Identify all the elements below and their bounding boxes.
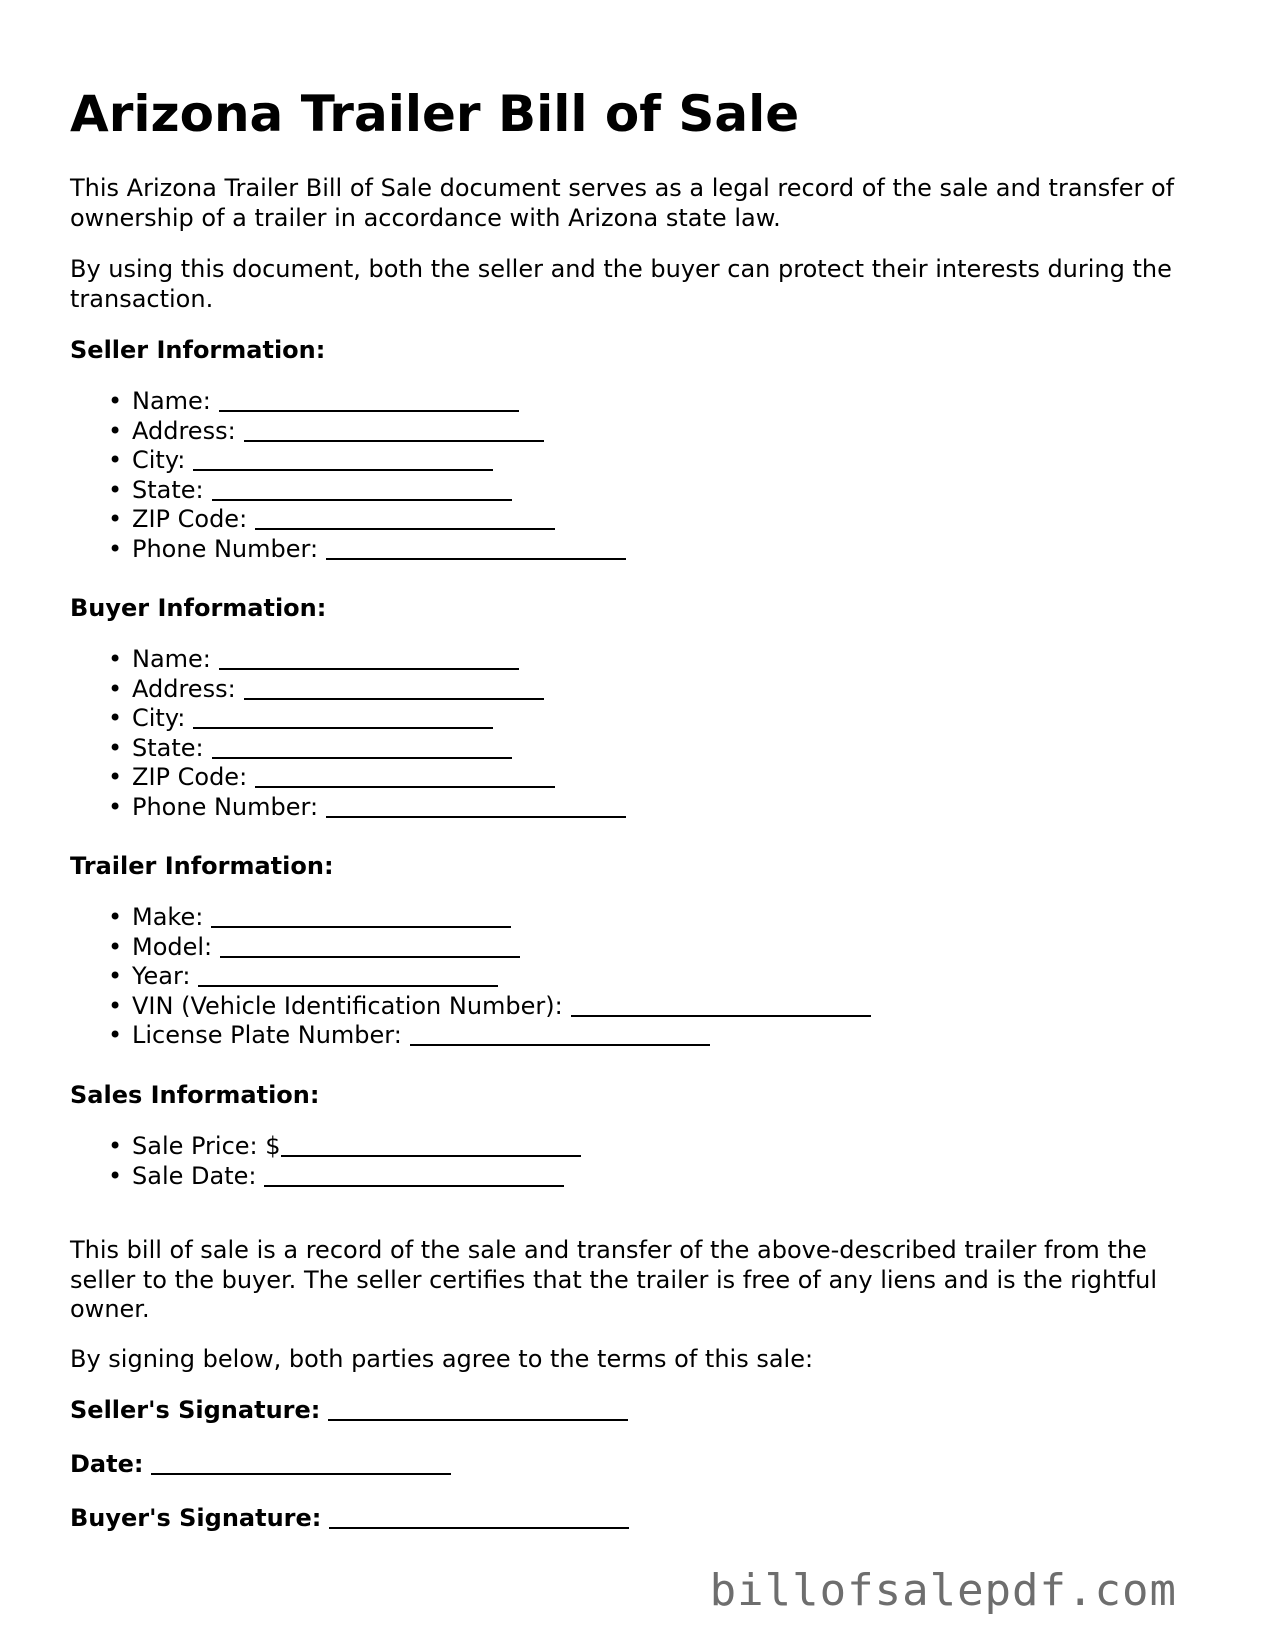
- field-label: Address:: [132, 674, 236, 703]
- seller-address-field: [70, 417, 626, 447]
- field-label: City:: [132, 704, 186, 733]
- buyer-zip-field: [70, 763, 626, 793]
- trailer-make-blank[interactable]: [211, 904, 511, 928]
- date-line: [70, 1449, 451, 1479]
- date-blank[interactable]: [151, 1451, 451, 1475]
- field-label: City:: [132, 446, 186, 475]
- seller-phone-blank[interactable]: [326, 536, 626, 560]
- buyer-fields-list: [70, 645, 626, 823]
- bullet-glyph: •: [108, 446, 123, 475]
- field-label: VIN (Vehicle Identification Number):: [132, 991, 563, 1020]
- field-label: Address:: [132, 416, 236, 445]
- sale-date-field: [70, 1162, 581, 1192]
- buyer-state-blank[interactable]: [212, 735, 512, 759]
- field-label: Phone Number:: [132, 534, 319, 563]
- buyer-phone-field: [70, 793, 626, 823]
- seller-zip-field: [70, 505, 626, 535]
- bullet-glyph: •: [108, 1161, 123, 1190]
- field-label: Model:: [132, 932, 213, 961]
- buyer-city-field: [70, 704, 626, 734]
- buyer-signature-label: Buyer's Signature:: [70, 1504, 322, 1532]
- field-label: ZIP Code:: [132, 505, 248, 534]
- seller-fields-list: [70, 387, 626, 565]
- field-label: State:: [132, 733, 204, 762]
- bullet-glyph: •: [108, 733, 123, 762]
- seller-info-heading: Seller Information:: [70, 336, 326, 364]
- field-label: Make:: [132, 903, 204, 931]
- seller-city-field: [70, 446, 626, 476]
- trailer-year-blank[interactable]: [198, 963, 498, 987]
- field-label: ZIP Code:: [132, 763, 248, 792]
- bullet-glyph: •: [108, 932, 123, 961]
- trailer-vin-field: [70, 992, 871, 1022]
- seller-address-blank[interactable]: [244, 418, 544, 442]
- buyer-address-blank[interactable]: [244, 676, 544, 700]
- bullet-glyph: •: [108, 1021, 123, 1050]
- bullet-glyph: •: [108, 763, 123, 792]
- seller-signature-line: [70, 1395, 628, 1425]
- intro-paragraph-2: By using this document, both the seller and the buyer can protect their interests during the transaction.: [70, 255, 1172, 313]
- field-label: Name:: [132, 387, 211, 415]
- buyer-name-blank[interactable]: [219, 646, 519, 670]
- buyer-state-field: [70, 734, 626, 764]
- bullet-glyph: •: [108, 962, 123, 991]
- trailer-plate-blank[interactable]: [410, 1022, 710, 1046]
- seller-city-blank[interactable]: [193, 447, 493, 471]
- closing-paragraph-1: This bill of sale is a record of the sale and transfer of the above-described trailer from the seller to the buyer. The seller certifies that the trailer is free of any liens and is the rightful owner.: [70, 1236, 1157, 1323]
- buyer-info-heading: Buyer Information:: [70, 594, 327, 622]
- sale-date-blank[interactable]: [264, 1163, 564, 1187]
- document-title: Arizona Trailer Bill of Sale: [70, 85, 800, 143]
- sales-info-heading: Sales Information:: [70, 1081, 320, 1109]
- field-label: Name:: [132, 645, 211, 673]
- bullet-glyph: •: [108, 645, 123, 673]
- seller-signature-label: Seller's Signature:: [70, 1396, 321, 1424]
- trailer-year-field: [70, 962, 871, 992]
- field-label: Year:: [132, 962, 191, 991]
- bullet-glyph: •: [108, 534, 123, 563]
- buyer-address-field: [70, 675, 626, 705]
- buyer-signature-blank[interactable]: [329, 1505, 629, 1529]
- field-label: Sale Date:: [132, 1161, 257, 1190]
- seller-zip-blank[interactable]: [255, 506, 555, 530]
- bullet-glyph: •: [108, 505, 123, 534]
- bullet-glyph: •: [108, 704, 123, 733]
- seller-state-blank[interactable]: [212, 477, 512, 501]
- buyer-signature-line: [70, 1503, 629, 1533]
- sales-fields-list: [70, 1132, 581, 1191]
- seller-signature-blank[interactable]: [328, 1397, 628, 1421]
- bullet-glyph: •: [108, 991, 123, 1020]
- buyer-zip-blank[interactable]: [255, 764, 555, 788]
- trailer-make-field: [70, 903, 871, 933]
- bullet-glyph: •: [108, 416, 123, 445]
- trailer-info-heading: Trailer Information:: [70, 852, 334, 880]
- sale-price-blank[interactable]: [281, 1133, 581, 1157]
- seller-name-field: [70, 387, 626, 417]
- bullet-glyph: •: [108, 387, 123, 415]
- closing-paragraph-2: By signing below, both parties agree to the terms of this sale:: [70, 1345, 814, 1373]
- intro-paragraph-1: This Arizona Trailer Bill of Sale document serves as a legal record of the sale and transfer of ownership of a trailer in accordance with Arizona state law.: [70, 174, 1175, 232]
- buyer-city-blank[interactable]: [193, 705, 493, 729]
- bullet-glyph: •: [108, 903, 123, 931]
- trailer-plate-field: [70, 1021, 871, 1051]
- trailer-vin-blank[interactable]: [571, 993, 871, 1017]
- field-label: Sale Price: $: [132, 1132, 281, 1160]
- bullet-glyph: •: [108, 674, 123, 703]
- field-label: State:: [132, 475, 204, 504]
- trailer-model-blank[interactable]: [220, 934, 520, 958]
- seller-phone-field: [70, 535, 626, 565]
- field-label: Phone Number:: [132, 792, 319, 821]
- date-label: Date:: [70, 1450, 144, 1478]
- watermark: billofsalepdf.com: [709, 1565, 1177, 1616]
- trailer-model-field: [70, 933, 871, 963]
- seller-state-field: [70, 476, 626, 506]
- seller-name-blank[interactable]: [219, 388, 519, 412]
- trailer-fields-list: [70, 903, 871, 1051]
- bullet-glyph: •: [108, 792, 123, 821]
- sale-price-field: [70, 1132, 581, 1162]
- buyer-name-field: [70, 645, 626, 675]
- bullet-glyph: •: [108, 475, 123, 504]
- field-label: License Plate Number:: [132, 1021, 402, 1050]
- buyer-phone-blank[interactable]: [326, 794, 626, 818]
- bullet-glyph: •: [108, 1132, 123, 1160]
